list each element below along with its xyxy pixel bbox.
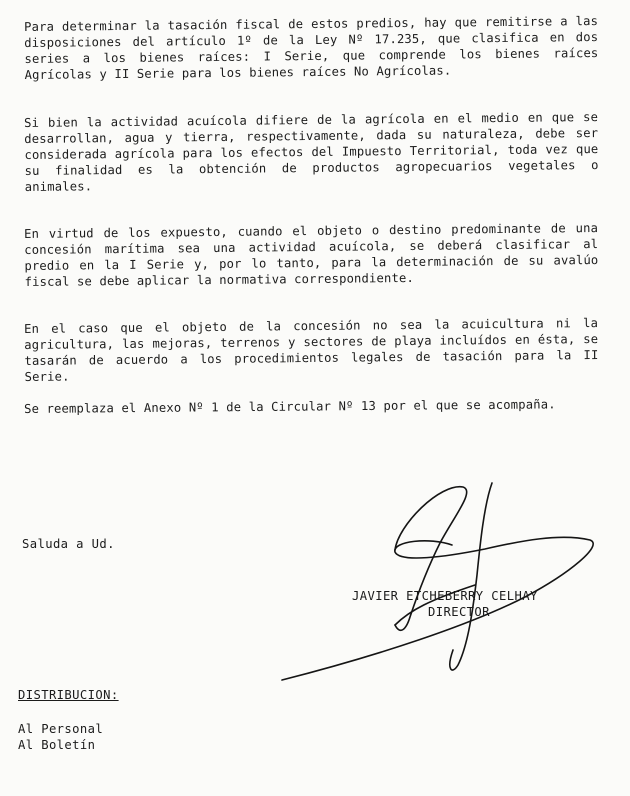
distribution-heading: DISTRIBUCION: xyxy=(18,688,119,702)
paragraph-aquaculture-agricultural: Si bien la actividad acuícola difiere de la agrícola en el medio en que se desarrollan, agua y tierra, respectivamente, dada su naturaleza, debe ser considerada agrícola para los efectos del Impuesto Territorial, toda vez que su finalidad es la obtención de productos agropecuarios vegetales o animales. xyxy=(24,109,599,194)
paragraph-annex-replacement: Se reemplaza el Anexo Nº 1 de la Circular Nº 13 por el que se acompaña. xyxy=(24,397,556,416)
signer-name: JAVIER ETCHEBERRY CELHAY xyxy=(352,589,538,603)
handwritten-signature xyxy=(270,475,610,690)
paragraph-maritime-concession: En virtud de los expuesto, cuando el objeto o destino predominante de una concesión marítima sea una actividad acuícola, se deberá clasificar al predio en la I Serie y, por lo tanto, para la determinación de su avalúo fiscal se debe aplicar la normativa correspondiente. xyxy=(24,220,599,289)
distribution-recipient: Al Boletín xyxy=(18,738,96,752)
signer-title: DIRECTOR xyxy=(428,605,490,619)
paragraph-tax-classification: Para determinar la tasación fiscal de estos predios, hay que remitirse a las disposiciones del artículo 1º de la Ley Nº 17.235, que clasifica en dos series a los bienes raíces: I Serie, que comprende los bienes raíces Agrícolas y II Serie para los bienes raíces No Agrícolas. xyxy=(24,13,599,82)
salutation: Saluda a Ud. xyxy=(22,537,115,551)
distribution-recipient: Al Personal xyxy=(18,722,104,736)
paragraph-non-agricultural-case: En el caso que el objeto de la concesión no sea la acuicultura ni la agricultura, las mejoras, terrenos y sectores de playa incluídos en ésta, se tasarán de acuerdo a los procedimientos legales de tasación para la II Serie. xyxy=(24,315,599,384)
